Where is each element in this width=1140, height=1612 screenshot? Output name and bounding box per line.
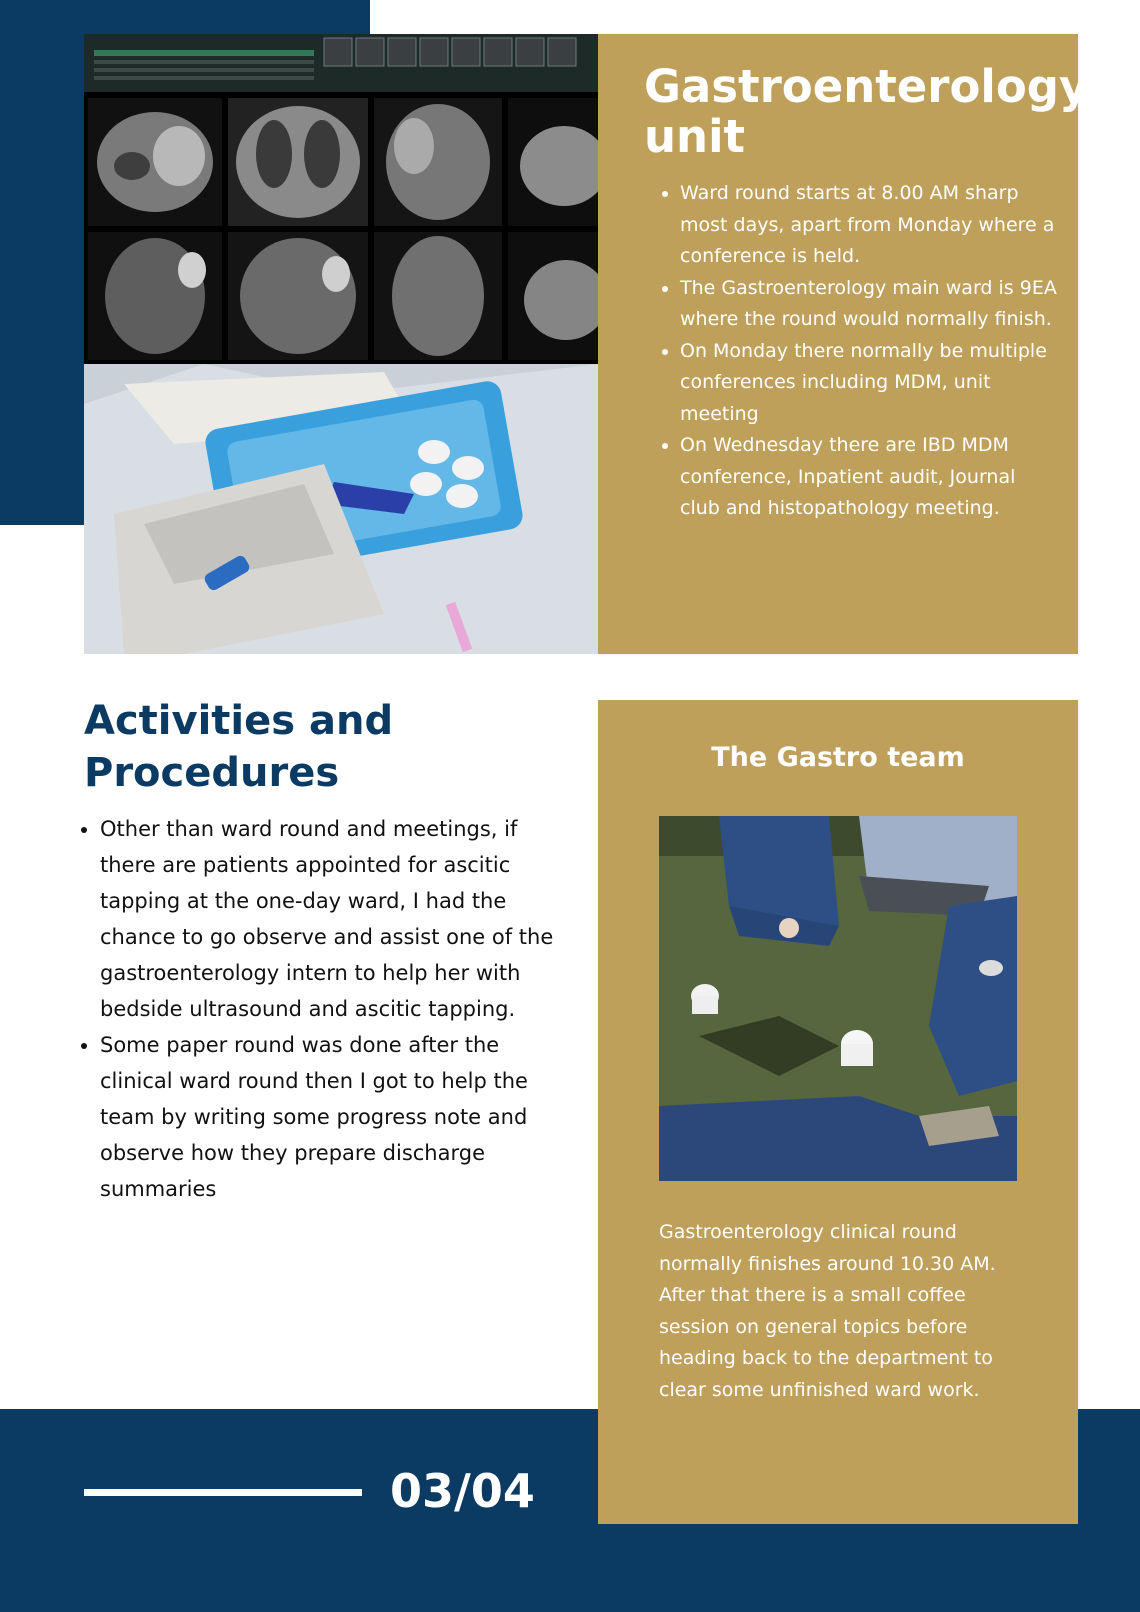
team-photo <box>659 816 1017 1181</box>
unit-title: Gastroenterology unit <box>644 60 1089 163</box>
unit-info-list <box>644 178 1060 525</box>
list-item: • On Wednesday there are IBD MDM conference, Inpatient audit, Journal club and histopathology meeting. <box>680 430 1060 525</box>
team-caption: Gastroenterology clinical round normally finishes around 10.30 AM. After that there is a small coffee session on general topics before heading back to the department to clear some unfinished ward work. <box>659 1221 996 1401</box>
mri-scan-image <box>84 34 598 364</box>
list-item: • On Monday there normally be multiple conferences including MDM, unit meeting <box>680 336 1060 431</box>
list-item: • The Gastroenterology main ward is 9EA where the round would normally finish. <box>680 273 1060 336</box>
activities-list <box>72 811 570 1207</box>
team-title: The Gastro team <box>711 742 965 773</box>
activities-title: Activities and Procedures <box>84 698 394 796</box>
procedure-kit-image <box>84 364 598 654</box>
list-item: • Some paper round was done after the clinical ward round then I got to help the team by writing some progress note and observe how they prepare discharge summaries <box>100 1027 570 1207</box>
page-number: 03/04 <box>390 1464 535 1518</box>
list-item: • Ward round starts at 8.00 AM sharp most days, apart from Monday where a conference is held. <box>680 178 1060 273</box>
footer-divider <box>84 1489 362 1496</box>
list-item: • Other than ward round and meetings, if there are patients appointed for ascitic tapping at the one-day ward, I had the chance to go observe and assist one of the gastroenterology intern to help her with bedside ultrasound and ascitic tapping. <box>100 811 570 1027</box>
